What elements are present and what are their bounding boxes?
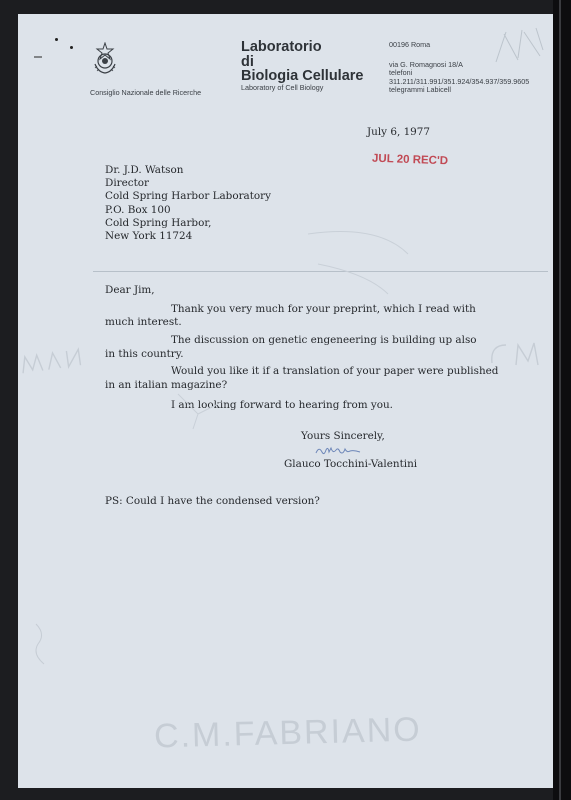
paper-watermark: C.M.FABRIANO (153, 710, 423, 756)
salutation: Dear Jim, (105, 284, 155, 296)
recipient-line: Director (105, 177, 149, 190)
republic-emblem-icon (92, 42, 118, 74)
council-name: Consiglio Nazionale delle Ricerche (90, 88, 202, 97)
letter-date: July 6, 1977 (367, 126, 431, 138)
lab-title-line: Biologia Cellulare (241, 68, 364, 84)
recipient-line: New York 11724 (105, 230, 193, 243)
body-line: in an italian magazine? (105, 379, 228, 391)
ink-speck (70, 46, 73, 49)
recipient-line: Dr. J.D. Watson (105, 164, 184, 176)
body-line: in this country. (105, 348, 184, 360)
letter-page (18, 14, 553, 788)
recipient-line: P.O. Box 100 (105, 203, 171, 216)
recipient-line: Cold Spring Harbor Laboratory (105, 190, 272, 203)
watermark-fragment (18, 344, 90, 382)
lab-title-line: di (241, 53, 254, 70)
address-city: 00196 Roma (389, 40, 431, 49)
pencil-mark (158, 214, 438, 444)
postscript: PS: Could I have the condensed version? (105, 495, 320, 507)
address-line: telefoni (389, 68, 413, 78)
received-stamp: JUL 20 REC'D (371, 152, 449, 168)
watermark-mark-icon (488, 339, 548, 369)
address-line: via G. Romagnosi 18/A (389, 60, 463, 69)
lab-title-line: Laboratorio (241, 39, 322, 55)
body-line: Would you like it if a translation of your paper were published (171, 365, 499, 377)
watermark-fragment (488, 339, 548, 374)
pencil-mark (26, 614, 66, 674)
address-line: 311.211/311.991/351.924/354.937/359.9605 (389, 76, 530, 86)
body-line: Thank you very much for your preprint, which I read with (171, 303, 476, 315)
lab-subtitle: Laboratory of Cell Biology (241, 83, 324, 92)
body-line: The discussion on genetic engeneering is building up also (171, 334, 477, 346)
scan-edge (553, 0, 571, 800)
ink-speck (55, 38, 58, 41)
handwritten-signature (314, 444, 364, 458)
signer-name: Glauco Tocchini-Valentini (284, 458, 418, 470)
lab-title (241, 40, 363, 84)
pencil-mark (488, 22, 548, 77)
body-line: I am looking forward to hearing from you. (171, 399, 393, 411)
address-line: telegrammi Labicell (389, 85, 451, 95)
recipient-line: Cold Spring Harbor, (105, 216, 212, 229)
watermark-mark-icon (18, 344, 89, 378)
body-line: much interest. (105, 316, 182, 328)
closing: Yours Sincerely, (301, 430, 385, 442)
ink-speck (34, 56, 42, 58)
